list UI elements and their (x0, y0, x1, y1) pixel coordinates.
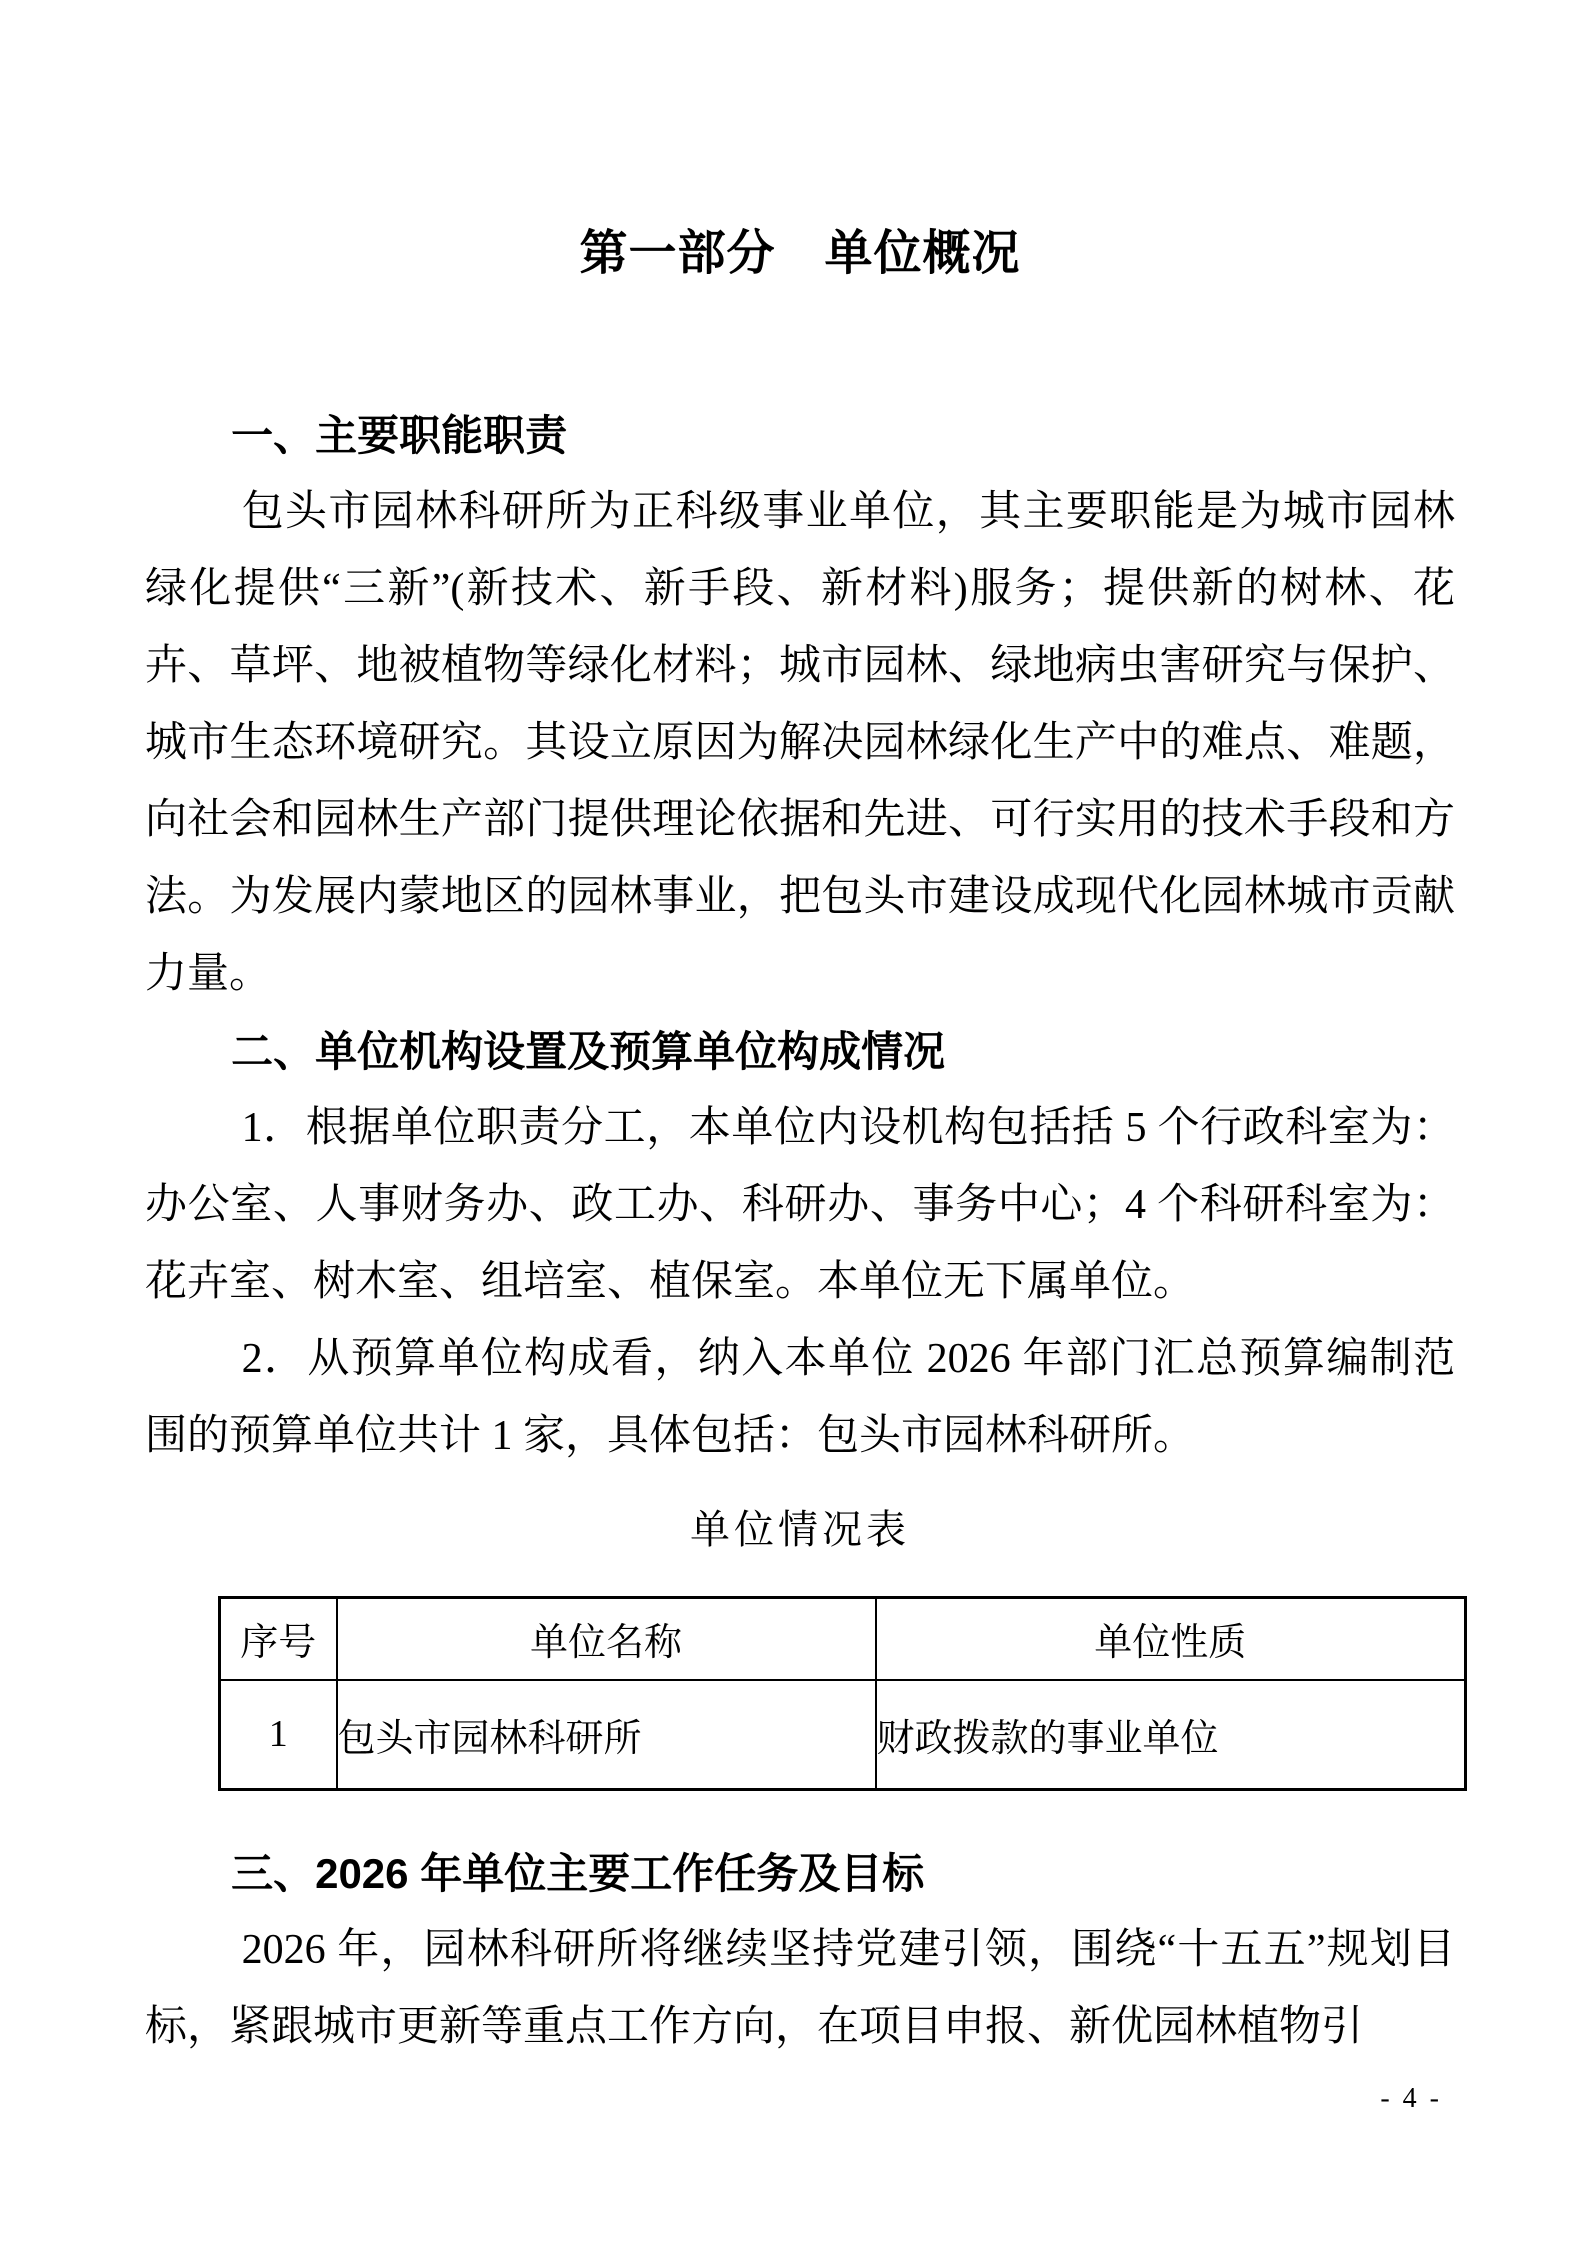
document-title: 第一部分 单位概况 (579, 227, 1021, 280)
cell-index: 1 (220, 1680, 337, 1790)
section-3-paragraph: 2026 年，园林科研所将继续坚持党建引领，围绕“十五五”规划目标，紧跟城市更新等重点工作方向，在项目申报、新优园林植物引 (145, 1927, 1455, 2050)
section-2-paragraph-2: 2．从预算单位构成看，纳入本单位 2026 年部门汇总预算编制范围的预算单位共计 1 家，具体包括：包头市园林科研所。 (145, 1336, 1455, 1459)
cell-unit-name: 包头市园林科研所 (337, 1680, 876, 1790)
section-2-paragraph-1: 1．根据单位职责分工，本单位内设机构包括括 5 个行政科室为：办公室、人事财务办、政工办、科研办、事务中心；4 个科研科室为：花卉室、树木室、组培室、植保室。本单位无下属单位。 (145, 1105, 1455, 1305)
section-1-paragraph: 包头市园林科研所为正科级事业单位，其主要职能是为城市园林绿化提供“三新”(新技术、新手段、新材料)服务；提供新的树林、花卉、草坪、地被植物等绿化材料；城市园林、绿地病虫害研究与保护、城市生态环境研究。其设立原因为解决园林绿化生产中的难点、难题，向社会和园林生产部门提供理论依据和先进、可行实用的技术手段和方法。为发展内蒙地区的园林事业，把包头市建设成现代化园林城市贡献力量。 (145, 489, 1455, 997)
page-content (145, 0, 1455, 2066)
section-2-heading: 二、单位机构设置及预算单位构成情况 (231, 1028, 946, 1075)
col-header-index: 序号 (220, 1598, 337, 1680)
col-header-unit-name: 单位名称 (337, 1598, 876, 1680)
table-header-row (220, 1598, 1466, 1680)
table-caption: 单位情况表 (690, 1507, 910, 1552)
col-header-unit-type: 单位性质 (876, 1598, 1466, 1680)
cell-unit-type: 财政拨款的事业单位 (876, 1680, 1466, 1790)
table-row (220, 1680, 1466, 1790)
unit-info-table (218, 1596, 1467, 1791)
section-1-heading: 一、主要职能职责 (231, 412, 568, 459)
section-3-heading: 三、2026 年单位主要工作任务及目标 (231, 1850, 925, 1897)
page-number: - 4 - (1380, 2083, 1442, 2114)
